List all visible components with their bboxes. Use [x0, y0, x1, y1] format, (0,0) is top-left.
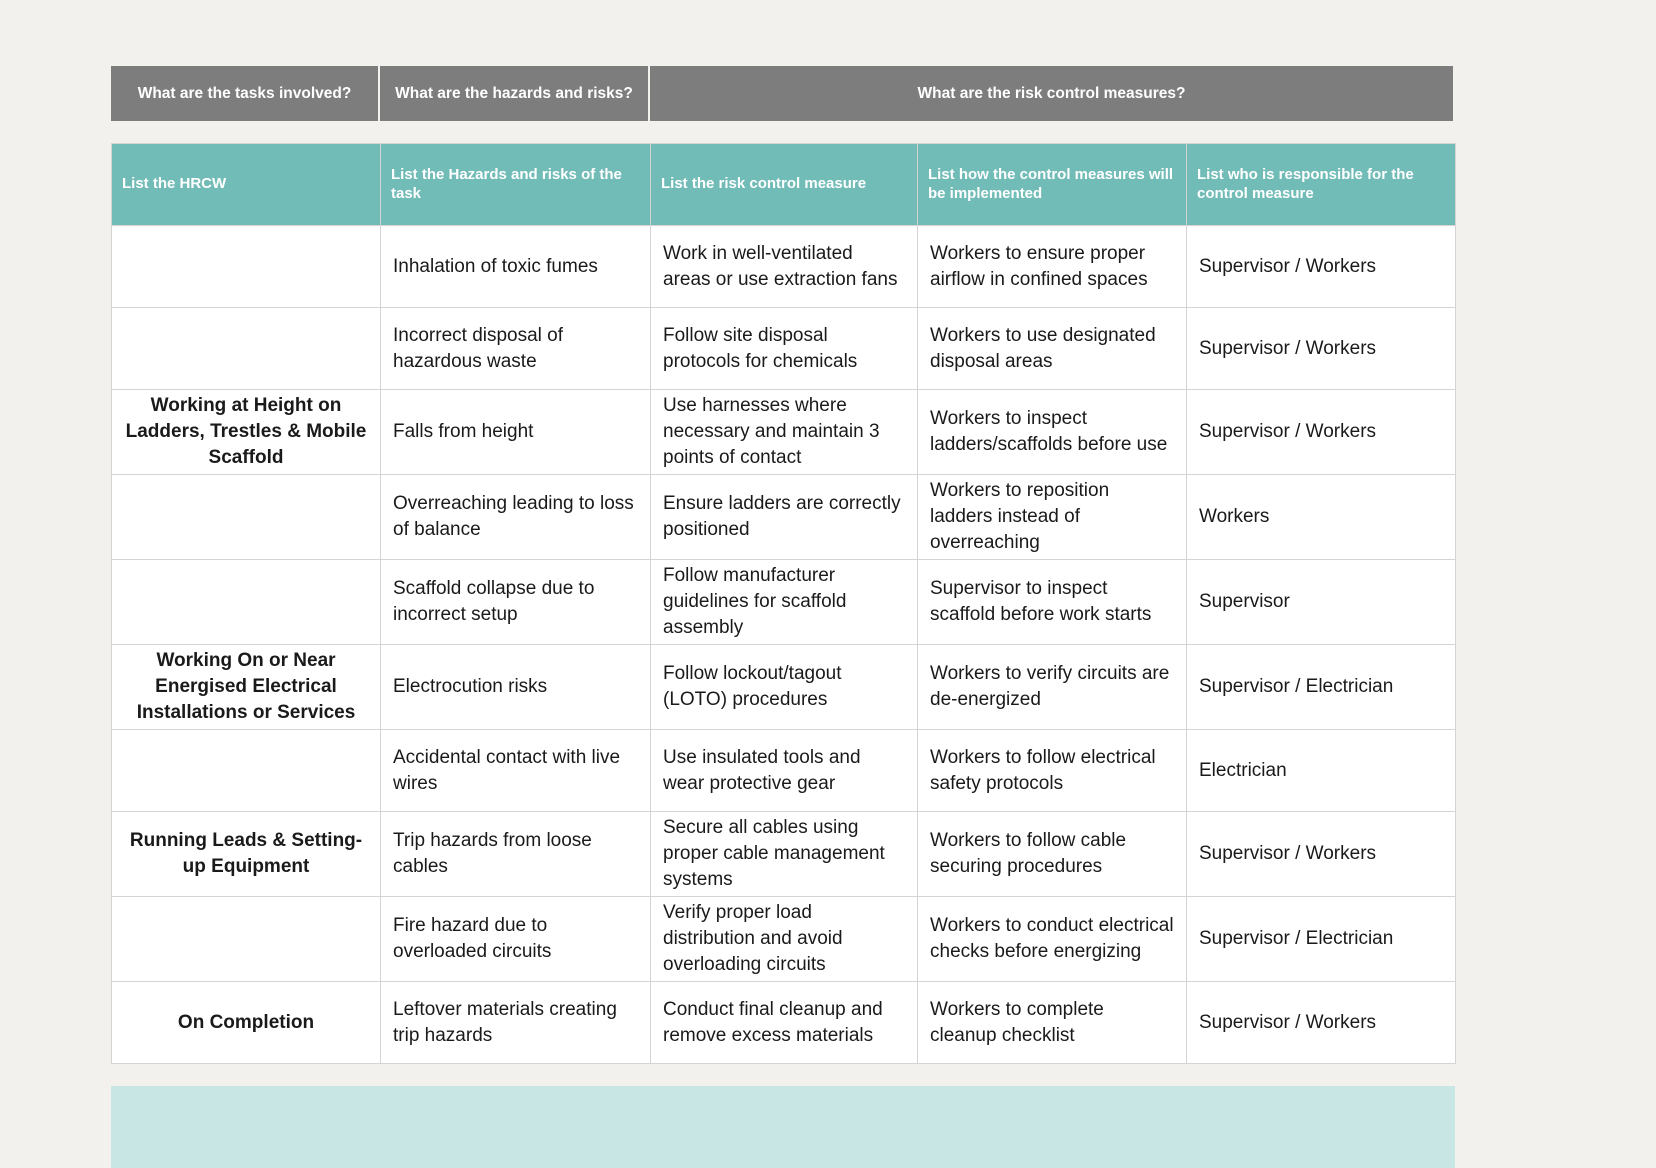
- control-cell: Follow site disposal protocols for chemicals: [651, 308, 918, 390]
- column-header-implementation: List how the control measures will be implemented: [918, 144, 1187, 226]
- implementation-cell: Workers to ensure proper airflow in confined spaces: [918, 226, 1187, 308]
- hazard-cell: Inhalation of toxic fumes: [381, 226, 651, 308]
- control-cell: Ensure ladders are correctly positioned: [651, 475, 918, 560]
- hrcw-cell: Working at Height on Ladders, Trestles & Mobile Scaffold: [112, 390, 381, 475]
- implementation-cell: Workers to inspect ladders/scaffolds before use: [918, 390, 1187, 475]
- table-row: [112, 645, 1456, 730]
- control-cell: Verify proper load distribution and avoid overloading circuits: [651, 897, 918, 982]
- hazard-cell: Scaffold collapse due to incorrect setup: [381, 560, 651, 645]
- responsible-cell: Supervisor / Workers: [1187, 226, 1456, 308]
- hazard-cell: Falls from height: [381, 390, 651, 475]
- hazard-cell: Overreaching leading to loss of balance: [381, 475, 651, 560]
- hazard-cell: Trip hazards from loose cables: [381, 812, 651, 897]
- column-header-hazards: List the Hazards and risks of the task: [381, 144, 651, 226]
- table-row: [112, 730, 1456, 812]
- question-header-hazards: What are the hazards and risks?: [380, 66, 650, 121]
- implementation-cell: Workers to conduct electrical checks before energizing: [918, 897, 1187, 982]
- column-header-row: [112, 144, 1456, 226]
- responsible-cell: Electrician: [1187, 730, 1456, 812]
- responsible-cell: Supervisor / Workers: [1187, 812, 1456, 897]
- control-cell: Work in well-ventilated areas or use extraction fans: [651, 226, 918, 308]
- control-cell: Secure all cables using proper cable management systems: [651, 812, 918, 897]
- table-row: [112, 897, 1456, 982]
- hazard-cell: Leftover materials creating trip hazards: [381, 982, 651, 1064]
- responsible-cell: Supervisor / Electrician: [1187, 645, 1456, 730]
- implementation-cell: Workers to complete cleanup checklist: [918, 982, 1187, 1064]
- responsible-cell: Supervisor: [1187, 560, 1456, 645]
- implementation-cell: Workers to follow cable securing procedures: [918, 812, 1187, 897]
- hazard-cell: Electrocution risks: [381, 645, 651, 730]
- hrcw-cell: [112, 308, 381, 390]
- implementation-cell: Workers to reposition ladders instead of overreaching: [918, 475, 1187, 560]
- implementation-cell: Supervisor to inspect scaffold before work starts: [918, 560, 1187, 645]
- hrcw-cell: [112, 226, 381, 308]
- column-header-responsible: List who is responsible for the control measure: [1187, 144, 1456, 226]
- hazard-cell: Incorrect disposal of hazardous waste: [381, 308, 651, 390]
- section-divider-bar: [111, 1086, 1455, 1168]
- hrcw-cell: [112, 560, 381, 645]
- table-row: [112, 226, 1456, 308]
- hrcw-cell: Running Leads & Setting-up Equipment: [112, 812, 381, 897]
- question-header-tasks: What are the tasks involved?: [111, 66, 380, 121]
- risk-assessment-table: [111, 143, 1456, 1064]
- hazard-cell: Accidental contact with live wires: [381, 730, 651, 812]
- responsible-cell: Workers: [1187, 475, 1456, 560]
- control-cell: Use harnesses where necessary and maintain 3 points of contact: [651, 390, 918, 475]
- control-cell: Follow manufacturer guidelines for scaffold assembly: [651, 560, 918, 645]
- hrcw-cell: [112, 730, 381, 812]
- table-row: [112, 982, 1456, 1064]
- table-row: [112, 560, 1456, 645]
- column-header-control-measure: List the risk control measure: [651, 144, 918, 226]
- responsible-cell: Supervisor / Electrician: [1187, 897, 1456, 982]
- implementation-cell: Workers to use designated disposal areas: [918, 308, 1187, 390]
- hrcw-cell: [112, 475, 381, 560]
- hazard-cell: Fire hazard due to overloaded circuits: [381, 897, 651, 982]
- column-header-hrcw: List the HRCW: [112, 144, 381, 226]
- control-cell: Follow lockout/tagout (LOTO) procedures: [651, 645, 918, 730]
- responsible-cell: Supervisor / Workers: [1187, 308, 1456, 390]
- table-row: [112, 308, 1456, 390]
- responsible-cell: Supervisor / Workers: [1187, 390, 1456, 475]
- implementation-cell: Workers to verify circuits are de-energized: [918, 645, 1187, 730]
- hrcw-cell: [112, 897, 381, 982]
- question-header-controls: What are the risk control measures?: [650, 66, 1453, 121]
- hrcw-cell: On Completion: [112, 982, 381, 1064]
- implementation-cell: Workers to follow electrical safety protocols: [918, 730, 1187, 812]
- table-row: [112, 812, 1456, 897]
- table-row: [112, 390, 1456, 475]
- table-row: [112, 475, 1456, 560]
- control-cell: Conduct final cleanup and remove excess materials: [651, 982, 918, 1064]
- responsible-cell: Supervisor / Workers: [1187, 982, 1456, 1064]
- hrcw-cell: Working On or Near Energised Electrical Installations or Services: [112, 645, 381, 730]
- question-header-row: [111, 66, 1455, 121]
- control-cell: Use insulated tools and wear protective gear: [651, 730, 918, 812]
